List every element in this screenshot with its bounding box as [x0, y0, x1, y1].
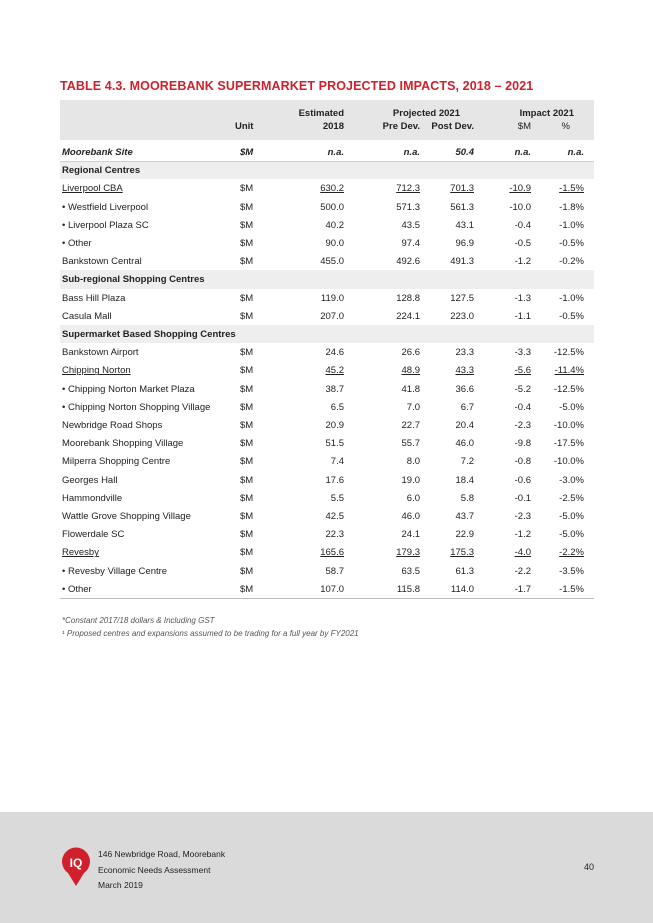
row-label: Moorebank Site: [62, 147, 133, 158]
cell-unit: $M: [240, 147, 254, 158]
cell-pre: 224.1: [396, 310, 420, 322]
cell-imppct: [524, 183, 584, 194]
cell-est: 58.7: [325, 565, 344, 577]
cell-pre: 571.3: [396, 201, 420, 213]
cell-pre: 46.0: [401, 511, 420, 522]
cell-unit: $M: [240, 183, 254, 195]
cell-imppct: -1.0%: [559, 292, 584, 304]
cell-value: 45.2: [325, 365, 344, 377]
row-label: Bankstown Central: [62, 256, 142, 268]
cell-est: 500.0: [320, 201, 344, 213]
cell-pre: [360, 365, 420, 376]
cell-impm: n.a.: [514, 147, 531, 158]
cell-impm: -10.0: [509, 201, 531, 213]
cell-pre: 22.7: [401, 420, 420, 431]
cell-imppct: -0.5%: [559, 238, 584, 249]
table-row: [60, 198, 594, 216]
cell-impm: -1.2: [514, 529, 531, 541]
cell-pre: [360, 547, 420, 558]
cell-value: -2.2%: [559, 547, 584, 559]
cell-unit: $M: [240, 401, 254, 413]
table-row: [60, 289, 594, 307]
logo-text: IQ: [69, 856, 83, 870]
cell-post: 61.3: [455, 565, 474, 577]
cell-impm: -0.4: [514, 219, 531, 231]
table-row: [60, 471, 594, 489]
cell-imppct: -2.5%: [559, 492, 584, 504]
table-row: [60, 580, 594, 599]
cell-unit: $M: [240, 438, 254, 450]
section-label: Supermarket Based Shopping Centres: [62, 329, 236, 340]
cell-value: -11.4%: [554, 365, 584, 377]
cell-unit: $M: [240, 456, 254, 468]
section-header: [60, 161, 594, 179]
cell-imppct: -12.5%: [553, 347, 584, 359]
header-projected-top: Projected 2021: [392, 108, 460, 119]
table-row: [60, 361, 594, 379]
cell-unit: $M: [240, 492, 254, 504]
cell-post: [414, 547, 474, 558]
cell-est: 38.7: [325, 383, 344, 395]
cell-est: 207.0: [320, 310, 344, 322]
section-header: [60, 270, 594, 288]
table-row: [60, 416, 594, 434]
table-title: TABLE 4.3. MOOREBANK SUPERMARKET PROJECTED IMPACTS, 2018 – 2021: [60, 79, 534, 93]
cell-value: -10.9: [509, 183, 531, 195]
cell-post: 5.8: [460, 492, 474, 504]
cell-pre: 6.0: [406, 492, 420, 504]
cell-pre: 19.0: [401, 474, 420, 486]
cell-value: -4.0: [514, 547, 531, 559]
row-label: Flowerdale SC: [62, 529, 125, 541]
cell-imppct: [524, 365, 584, 376]
table-row: [60, 452, 594, 470]
cell-impm: -0.5: [514, 238, 531, 249]
row-label: Chipping Norton: [62, 365, 131, 377]
cell-post: 127.5: [450, 292, 474, 304]
row-label: Wattle Grove Shopping Village: [62, 511, 191, 522]
cell-pre: [360, 183, 420, 194]
header-estimated-top: Estimated: [298, 108, 344, 119]
cell-pre: 128.8: [396, 292, 420, 304]
cell-est: n.a.: [327, 147, 344, 158]
cell-value: 630.2: [320, 183, 344, 195]
table-row: [60, 543, 594, 561]
cell-value: 43.3: [455, 365, 474, 377]
cell-impm: -5.2: [514, 383, 531, 395]
table-row: [60, 525, 594, 543]
table-row: [60, 216, 594, 234]
row-label: Newbridge Road Shops: [62, 420, 163, 431]
cell-imppct: -1.5%: [559, 583, 584, 595]
row-label: Hammondville: [62, 492, 123, 504]
cell-est: 24.6: [325, 347, 344, 359]
cell-imppct: -0.5%: [559, 310, 584, 322]
cell-imppct: -0.2%: [559, 256, 584, 268]
cell-imppct: -17.5%: [553, 438, 584, 450]
cell-pre: 55.7: [401, 438, 420, 450]
cell-impm: [471, 183, 531, 194]
site-row: [60, 143, 594, 161]
cell-unit: $M: [240, 201, 254, 213]
cell-unit: $M: [240, 256, 254, 268]
cell-est: 119.0: [320, 292, 344, 304]
header-impact-top: Impact 2021: [519, 108, 574, 119]
table-row: [60, 398, 594, 416]
cell-unit: $M: [240, 365, 254, 377]
cell-post: 46.0: [455, 438, 474, 450]
cell-unit: $M: [240, 292, 254, 304]
cell-post: 22.9: [455, 529, 474, 541]
cell-post: 43.1: [455, 219, 474, 231]
cell-value: -5.6: [514, 365, 531, 377]
row-label: Liverpool CBA: [62, 183, 123, 195]
cell-post: 36.6: [455, 383, 474, 395]
table-row: [60, 562, 594, 580]
cell-unit: $M: [240, 420, 254, 431]
cell-est: 17.6: [325, 474, 344, 486]
table-row: [60, 507, 594, 525]
row-label: Moorebank Shopping Village: [62, 438, 184, 450]
cell-imppct: -12.5%: [553, 383, 584, 395]
header-pre-dev: Pre Dev.: [382, 121, 420, 132]
header-estimated-bottom: 2018: [322, 121, 344, 132]
table-row: [60, 489, 594, 507]
cell-post: 6.7: [460, 401, 474, 413]
cell-value: 48.9: [401, 365, 420, 377]
header-unit: Unit: [235, 121, 254, 132]
footer-date: March 2019: [98, 880, 143, 890]
cell-imppct: -3.5%: [559, 565, 584, 577]
cell-value: 701.3: [450, 183, 474, 195]
cell-impm: -9.8: [514, 438, 531, 450]
cell-imppct: n.a.: [567, 147, 584, 158]
cell-impm: -2.3: [514, 420, 531, 431]
footer-report-title: Economic Needs Assessment: [98, 865, 211, 875]
cell-post: [414, 365, 474, 376]
row-label: Bankstown Airport: [62, 347, 139, 359]
cell-post: 491.3: [450, 256, 474, 268]
table-row: [60, 179, 594, 197]
cell-pre: 63.5: [401, 565, 420, 577]
cell-impm: -0.1: [514, 492, 531, 504]
cell-est: [284, 547, 344, 558]
cell-imppct: -3.0%: [559, 474, 584, 486]
cell-impm: -1.2: [514, 256, 531, 268]
cell-imppct: -5.0%: [559, 529, 584, 541]
cell-pre: 492.6: [396, 256, 420, 268]
cell-est: 22.3: [325, 529, 344, 541]
row-label: • Revesby Village Centre: [62, 565, 168, 577]
cell-unit: $M: [240, 219, 254, 231]
site-row-divider: [60, 161, 594, 162]
cell-unit: $M: [240, 529, 254, 541]
header-impact-pct: %: [561, 121, 570, 132]
cell-est: 40.2: [325, 219, 344, 231]
cell-impm: -1.1: [514, 310, 531, 322]
cell-impm: -1.3: [514, 292, 531, 304]
footnote-proposed: ¹ Proposed centres and expansions assumed to be trading for a full year by FY2021: [62, 629, 359, 638]
cell-est: 90.0: [325, 238, 344, 249]
cell-imppct: -10.0%: [553, 420, 584, 431]
cell-pre: 41.8: [401, 383, 420, 395]
cell-post: 20.4: [455, 420, 474, 431]
section-label: Sub-regional Shopping Centres: [62, 274, 205, 286]
page-number: 40: [583, 862, 594, 872]
cell-est: 107.0: [320, 583, 344, 595]
row-label: • Westfield Liverpool: [62, 201, 149, 213]
table-row: [60, 434, 594, 452]
table-row: [60, 343, 594, 361]
cell-unit: $M: [240, 347, 254, 359]
section-label: Regional Centres: [62, 165, 141, 177]
cell-est: 51.5: [325, 438, 344, 450]
row-label: • Chipping Norton Shopping Village: [62, 401, 211, 413]
table-row: [60, 380, 594, 398]
cell-impm: -0.6: [514, 474, 531, 486]
cell-pre: 115.8: [396, 583, 420, 595]
cell-pre: n.a.: [403, 147, 420, 158]
cell-unit: $M: [240, 238, 254, 249]
cell-unit: $M: [240, 565, 254, 577]
cell-value: 712.3: [396, 183, 420, 195]
iq-logo: [60, 847, 92, 887]
cell-unit: $M: [240, 383, 254, 395]
cell-imppct: -1.8%: [559, 201, 584, 213]
cell-value: 179.3: [396, 547, 420, 559]
row-label: Revesby: [62, 547, 99, 559]
cell-est: 42.5: [325, 511, 344, 522]
cell-est: 455.0: [320, 256, 344, 268]
row-label: • Chipping Norton Market Plaza: [62, 383, 195, 395]
cell-impm: -1.7: [514, 583, 531, 595]
table-header: [60, 100, 594, 140]
cell-est: 7.4: [330, 456, 344, 468]
cell-post: 7.2: [460, 456, 474, 468]
header-post-dev: Post Dev.: [431, 121, 474, 132]
cell-post: 96.9: [455, 238, 474, 249]
cell-pre: 97.4: [401, 238, 420, 249]
cell-pre: 43.5: [401, 219, 420, 231]
table-row: [60, 252, 594, 270]
cell-unit: $M: [240, 547, 254, 559]
cell-imppct: [524, 547, 584, 558]
cell-imppct: -1.0%: [559, 219, 584, 231]
cell-post: 114.0: [450, 583, 474, 595]
cell-impm: -0.4: [514, 401, 531, 413]
cell-unit: $M: [240, 511, 254, 522]
cell-post: 43.7: [455, 511, 474, 522]
cell-pre: 7.0: [406, 401, 420, 413]
cell-impm: -0.8: [514, 456, 531, 468]
cell-post: 50.4: [455, 147, 474, 158]
footnote-constant: *Constant 2017/18 dollars & Including GST: [62, 616, 215, 625]
cell-impm: [471, 365, 531, 376]
table-row: [60, 307, 594, 325]
cell-est: [284, 183, 344, 194]
cell-pre: 24.1: [401, 529, 420, 541]
row-label: • Liverpool Plaza SC: [62, 219, 149, 231]
cell-pre: 26.6: [401, 347, 420, 359]
cell-value: 175.3: [450, 547, 474, 559]
cell-impm: -2.3: [514, 511, 531, 522]
cell-post: [414, 183, 474, 194]
cell-est: 6.5: [330, 401, 344, 413]
row-label: Georges Hall: [62, 474, 118, 486]
row-label: Milperra Shopping Centre: [62, 456, 171, 468]
table-row: [60, 234, 594, 252]
cell-value: -1.5%: [559, 183, 584, 195]
cell-value: 165.6: [320, 547, 344, 559]
row-label: • Other: [62, 583, 92, 595]
cell-imppct: -5.0%: [559, 511, 584, 522]
row-label: Bass Hill Plaza: [62, 292, 126, 304]
header-impact-m: $M: [517, 121, 531, 132]
cell-post: 23.3: [455, 347, 474, 359]
section-header: [60, 325, 594, 343]
cell-unit: $M: [240, 474, 254, 486]
row-label: • Other: [62, 238, 92, 249]
cell-unit: $M: [240, 310, 254, 322]
cell-imppct: -10.0%: [553, 456, 584, 468]
footer-address: 146 Newbridge Road, Moorebank: [98, 849, 226, 859]
cell-est: 20.9: [325, 420, 344, 431]
cell-impm: -2.2: [514, 565, 531, 577]
cell-impm: -3.3: [514, 347, 531, 359]
cell-est: 5.5: [330, 492, 344, 504]
cell-pre: 8.0: [406, 456, 420, 468]
cell-imppct: -5.0%: [559, 401, 584, 413]
cell-impm: [471, 547, 531, 558]
cell-unit: $M: [240, 583, 254, 595]
cell-post: 18.4: [455, 474, 474, 486]
cell-post: 561.3: [450, 201, 474, 213]
row-label: Casula Mall: [62, 310, 112, 322]
cell-est: [284, 365, 344, 376]
cell-post: 223.0: [450, 310, 474, 322]
